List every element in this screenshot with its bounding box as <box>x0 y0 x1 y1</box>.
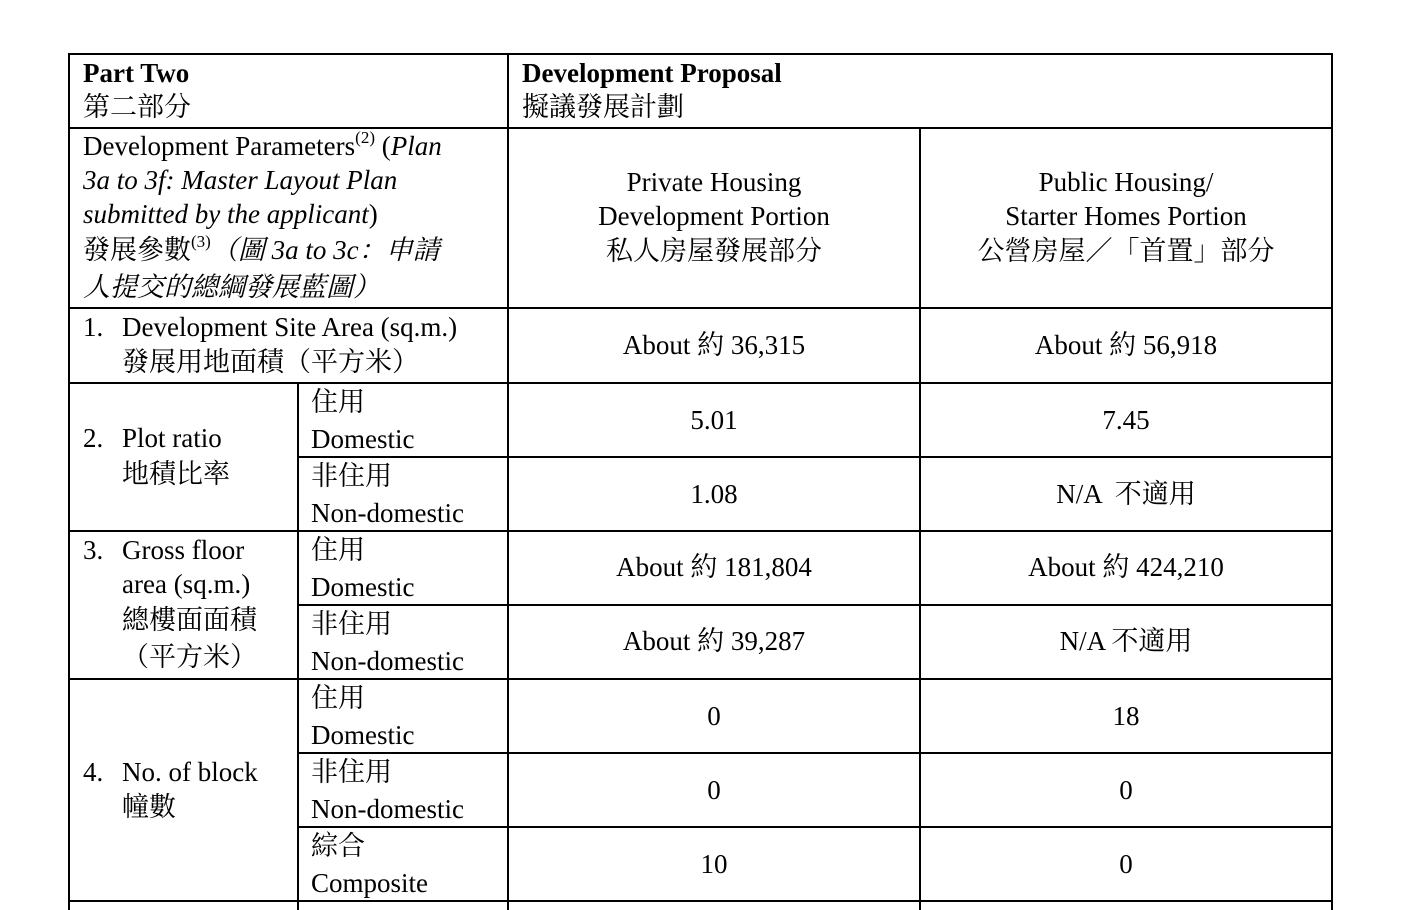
subtype-composite-zh: 綜合 <box>311 831 365 861</box>
divider-col-subtype <box>297 383 299 910</box>
params-footnote-2: (2) <box>355 128 375 147</box>
plot-ratio-nondomestic-public: N/A 不適用 <box>1056 479 1196 509</box>
plan-ref-2: 3a to 3f: Master Layout Plan <box>83 165 398 195</box>
subtype-domestic-en: Domestic <box>311 720 415 750</box>
params-line-1 <box>83 129 442 163</box>
subtype-domestic-zh: 住用 <box>311 535 365 565</box>
part-title-zh: 第二部分 <box>83 92 191 122</box>
border-top <box>68 53 1333 55</box>
subtype-nondomestic-en: Non-domestic <box>311 498 464 528</box>
private-header-line-1: Private Housing <box>626 167 802 197</box>
gfa-nondomestic-public: N/A 不適用 <box>1059 626 1193 656</box>
plot-ratio-label-en: Plot ratio <box>122 423 222 453</box>
params-label-zh: 發展參數 <box>83 235 191 265</box>
subtype-nondomestic-zh: 非住用 <box>311 757 392 787</box>
blocks-composite-private: 10 <box>700 849 728 879</box>
plot-ratio-label-zh: 地積比率 <box>122 459 230 489</box>
blocks-nondomestic-public: 0 <box>1119 775 1133 805</box>
plan-close-paren: ) <box>368 199 378 229</box>
blocks-label-en: No. of block <box>122 757 258 787</box>
site-area-private: About 約 36,315 <box>622 330 806 360</box>
site-area-label-en: Development Site Area (sq.m.) <box>122 312 458 342</box>
public-header-line-1: Public Housing/ <box>1038 167 1214 197</box>
subtype-nondomestic-zh: 非住用 <box>311 461 392 491</box>
blocks-nondomestic-private: 0 <box>707 775 721 805</box>
site-area-label-zh: 發展用地面積（平方米） <box>122 347 419 377</box>
row-number: 1. <box>83 312 104 342</box>
public-header-line-2: Starter Homes Portion <box>1005 201 1247 231</box>
gfa-nondomestic-private: About 約 39,287 <box>622 626 806 656</box>
blocks-composite-public: 0 <box>1119 849 1133 879</box>
plan-ref-zh-2: 人提交的總綱發展藍圖） <box>83 272 380 302</box>
row-number: 3. <box>83 535 104 565</box>
rule-blocks-sub1 <box>297 752 1333 754</box>
rule-gfa-sub <box>297 604 1333 606</box>
gfa-domestic-private: About 約 181,804 <box>616 552 812 582</box>
gfa-label-en-1: Gross floor <box>122 535 245 565</box>
row-number: 2. <box>83 423 104 453</box>
part-title-en: Part Two <box>83 58 190 88</box>
subtype-nondomestic-en: Non-domestic <box>311 646 464 676</box>
plot-ratio-nondomestic-private: 1.08 <box>690 479 738 509</box>
params-line-3 <box>83 197 378 231</box>
params-label-en: Development Parameters <box>83 131 356 161</box>
subtype-domestic-en: Domestic <box>311 572 415 602</box>
rule-plot-sub <box>297 456 1333 458</box>
blocks-domestic-public: 18 <box>1112 701 1140 731</box>
plot-ratio-domestic-public: 7.45 <box>1102 405 1150 435</box>
border-bottom <box>68 900 1333 902</box>
plan-open-paren: ( <box>381 131 391 161</box>
rule-gfa <box>68 678 1333 680</box>
border-left <box>68 54 70 910</box>
public-header-line-3: 公營房屋／「首置」部分 <box>977 236 1275 266</box>
private-header-line-2: Development Portion <box>598 201 830 231</box>
gfa-label-zh-2: （平方米） <box>122 642 257 672</box>
rule-params <box>68 307 1333 309</box>
rule-site-area <box>68 382 1333 384</box>
subtype-nondomestic-en: Non-domestic <box>311 794 464 824</box>
blocks-label-zh: 幢數 <box>122 792 176 822</box>
params-footnote-3: (3) <box>191 232 211 251</box>
gfa-domestic-public: About 約 424,210 <box>1028 552 1224 582</box>
subtype-domestic-en: Domestic <box>311 424 415 454</box>
subtype-domestic-zh: 住用 <box>311 387 365 417</box>
plot-ratio-domestic-private: 5.01 <box>690 405 738 435</box>
subtype-composite-en: Composite <box>311 868 429 898</box>
private-header-line-3: 私人房屋發展部分 <box>606 236 822 266</box>
site-area-public: About 約 56,918 <box>1034 330 1218 360</box>
proposal-title-zh: 擬議發展計劃 <box>522 92 684 122</box>
rule-plot-ratio <box>68 530 1333 532</box>
params-line-4 <box>83 233 440 267</box>
border-right <box>1331 54 1333 910</box>
plan-ref-zh-1: （圖 3a to 3c：申請 <box>210 235 440 265</box>
gfa-label-en-2: area (sq.m.) <box>122 569 251 599</box>
plan-ref-3: submitted by the applicant <box>83 199 369 229</box>
subtype-domestic-zh: 住用 <box>311 683 365 713</box>
plan-ref-1: Plan <box>390 131 442 161</box>
proposal-title-en: Development Proposal <box>522 58 782 88</box>
rule-blocks-sub2 <box>297 826 1333 828</box>
row-number: 4. <box>83 757 104 787</box>
gfa-label-zh-1: 總樓面面積 <box>122 605 257 635</box>
blocks-domestic-private: 0 <box>707 701 721 731</box>
subtype-nondomestic-zh: 非住用 <box>311 609 392 639</box>
